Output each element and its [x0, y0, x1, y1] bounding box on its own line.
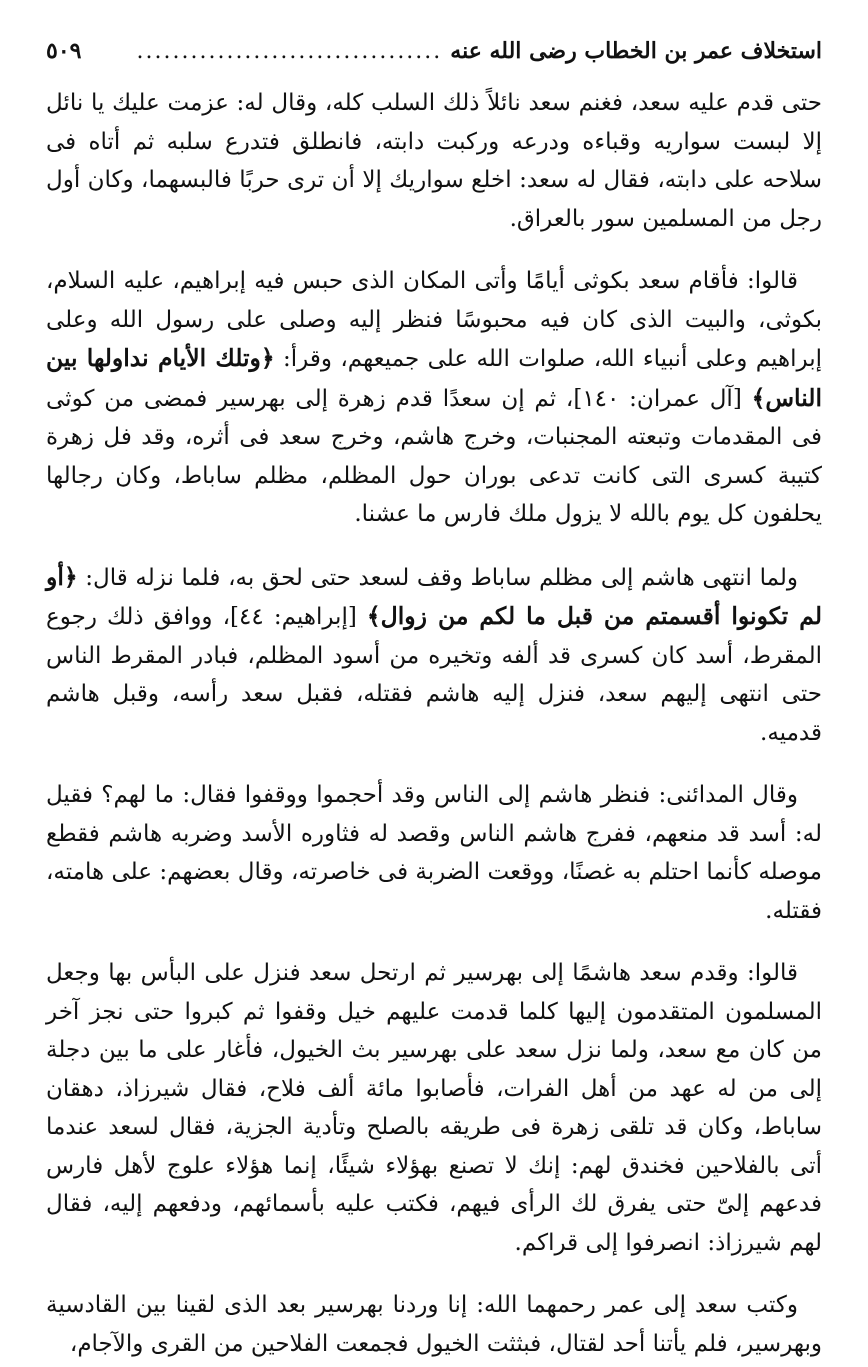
- paragraph-2-text-after: [آل عمران: ١٤٠]، ثم إن سعدًا قدم زهرة إلى بهرسير فمضى من كوثى فى المقدمات وتبعته المجنبات، وخرج هاشم، وخرج سعد فى أثره، وقد فل زهرة كتيبة كسرى التى كانت تدعى بوران حول المظلم، مظلم ساباط، وكان رجالها يحلفون كل يوم بالله لا يزول ملك فارس ما عشنا.: [46, 385, 822, 527]
- header-leader-dots: ..................................: [136, 39, 443, 64]
- paragraph-1: [46, 84, 822, 238]
- paragraph-5-text: قالوا: وقدم سعد هاشمًا إلى بهرسير ثم ارتحل سعد فنزل على البأس بها وجعل المسلمون المتقدمون إليها كلما قدمت عليهم خيل وقفوا ثم كبروا حتى نجز آخر من كان مع سعد، ولما نزل سعد على بهرسير بث الخيول، فأغار على ما بين دجلة إلى من له عهد من أهل الفرات، فأصابوا مائة ألف فلاح، فقال شيرزاذ، دهقان ساباط، وكان قد تلقى زهرة فى طريقه بالصلح وتأدية الجزية، فقال لسعد عندما أتى بالفلاحين فخندق لهم: إنك لا تصنع بهؤلاء شيئًا، إنما هؤلاء علوج لأهل فارس فدعهم إلىّ حتى يفرق لك الرأى فيهم، فكتب عليه بأسمائهم، ودفعهم إليه، فقال لهم شيرزاذ: انصرفوا إلى قراكم.: [46, 960, 822, 1256]
- paragraph-6: [46, 1286, 822, 1363]
- paragraph-3: [46, 558, 822, 753]
- paragraph-5: [46, 954, 822, 1262]
- book-page: [46, 38, 822, 1357]
- quran-verse-1: ﴿وتلك الأيام نداولها بين الناس﴾: [46, 344, 822, 412]
- quran-verse-2: ﴿أو لم تكونوا أقسمتم من قبل ما لكم من زوال﴾: [46, 562, 822, 630]
- paragraph-3-text-after: [إبراهيم: ٤٤]، ووافق ذلك رجوع المقرط، أسد كان كسرى قد ألفه وتخيره من أسود المظلم، فبادر المقرط الناس حتى انتهى إليهم سعد، فنزل إليه هاشم فقتله، فقبل سعد رأسه، وقبل هاشم قدميه.: [46, 604, 822, 746]
- paragraph-4: [46, 776, 822, 930]
- paragraph-2-text-before: قالوا: فأقام سعد بكوثى أيامًا وأتى المكان الذى حبس فيه إبراهيم، عليه السلام، بكوثى، والبيت الذى كان فيه محبوسًا فنظر إليه وصلى على رسول الله وعلى إبراهيم وعلى أنبياء الله، صلوات الله على جميعهم، وقرأ:: [46, 268, 822, 372]
- paragraph-4-text: وقال المدائنى: فنظر هاشم إلى الناس وقد أحجموا ووقفوا فقال: ما لهم؟ فقيل له: أسد قد منعهم، ففرج هاشم الناس وقصد له فثاوره الأسد وضربه هاشم فقطع موصله كأنما احتلم به غصنًا، ووقعت الضربة فى خاصرته، وقال بعضهم: على هامته، فقتله.: [46, 782, 822, 924]
- paragraph-1-text: حتى قدم عليه سعد، فغنم سعد نائلاً ذلك السلب كله، وقال له: عزمت عليك يا نائل إلا لبست سواريه وقباءه ودرعه وركبت دابته، فانطلق فتدرع سلبه ثم أتاه فى سلاحه على دابته، فقال له سعد: اخلع سواريك إلا أن ترى حربًا فالبسهما، وكان أول رجل من المسلمين سور بالعراق.: [46, 90, 822, 232]
- header-title: استخلاف عمر بن الخطاب رضى الله عنه: [450, 38, 822, 64]
- paragraph-3-text-before: ولما انتهى هاشم إلى مظلم ساباط وقف لسعد حتى لحق به، فلما نزله قال:: [77, 564, 798, 591]
- paragraph-2: [46, 262, 822, 534]
- running-header: [46, 38, 822, 84]
- paragraph-6-text: وكتب سعد إلى عمر رحمهما الله: إنا وردنا بهرسير بعد الذى لقينا بين القادسية وبهرسير، فلم يأتنا أحد لقتال، فبثثت الخيول فجمعت الفلاحين من القرى والآجام،: [46, 1292, 822, 1357]
- page-number: ٥٠٩: [46, 38, 82, 64]
